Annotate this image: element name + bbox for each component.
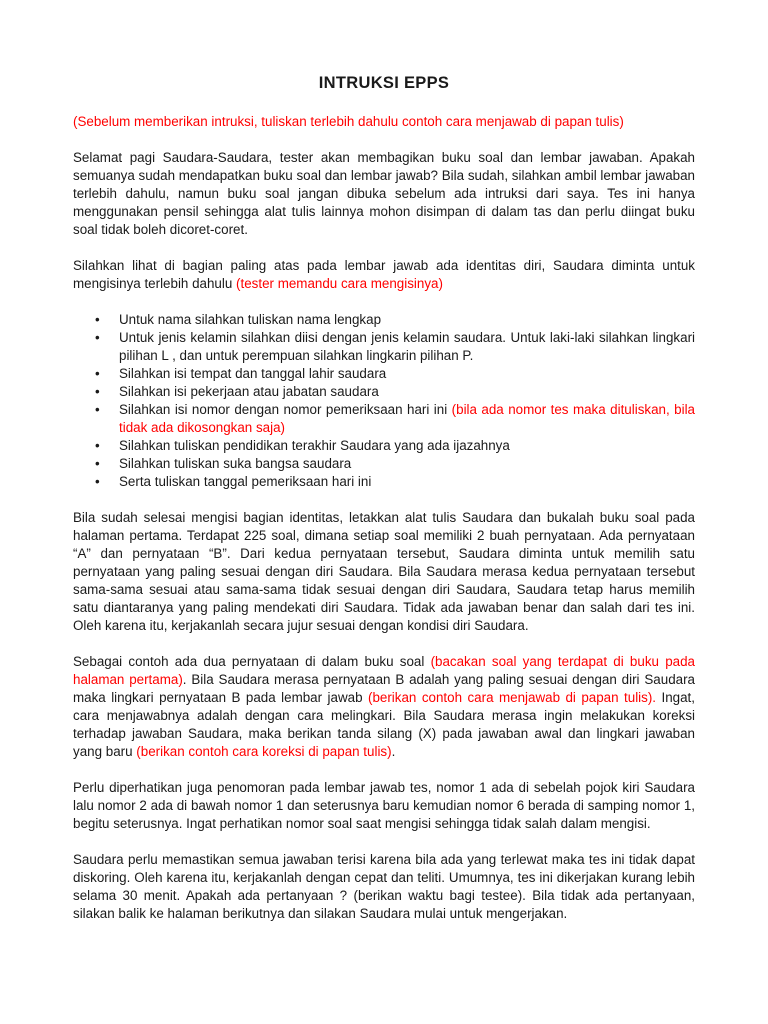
list-item-text: Silahkan isi nomor dengan nomor pemeriksaan hari ini (119, 402, 452, 417)
list-item (119, 455, 695, 473)
paragraph-numbering: Perlu diperhatikan juga penomoran pada lembar jawab tes, nomor 1 ada di sebelah pojok kiri Saudara lalu nomor 2 ada di bawah nomor 1 dan seterusnya baru kemudian nomor 6 berada di samping nomor 1, begitu seterusnya. Ingat perhatikan nomor soal saat mengisi sehingga tidak salah dalam mengisi. (73, 780, 695, 831)
example-note: (berikan contoh cara koreksi di papan tulis) (136, 744, 392, 759)
paragraph-identity (73, 257, 695, 293)
example-note: (berikan contoh cara menjawab di papan tulis). (367, 690, 657, 705)
list-item (119, 365, 695, 383)
identity-list (73, 311, 695, 491)
list-item (119, 383, 695, 401)
list-item-text: Serta tuliskan tanggal pemeriksaan hari ini (119, 474, 372, 489)
list-item (119, 473, 695, 491)
example-note: (bacakan soal yang terdapat di buku pada halaman pertama) (73, 654, 695, 687)
list-item (119, 401, 695, 437)
list-item (119, 329, 695, 365)
list-item-note: (bila ada nomor tes maka dituliskan, bila tidak ada dikosongkan saja) (119, 402, 695, 435)
list-item-text: Untuk jenis kelamin silahkan diisi dengan jenis kelamin saudara. Untuk laki-laki silahkan lingkari pilihan L , dan untuk perempuan silahkan lingkarin pilihan P. (119, 330, 695, 363)
example-text: . (391, 744, 396, 759)
paragraph-identity-text: Silahkan lihat di bagian paling atas pada lembar jawab ada identitas diri, Saudara diminta untuk mengisinya terlebih dahulu (73, 258, 695, 291)
paragraph-greeting: Selamat pagi Saudara-Saudara, tester akan membagikan buku soal dan lembar jawaban. Apakah semuanya sudah mendapatkan buku soal dan lembar jawab? Bila sudah, silahkan ambil lembar jawaban terlebih dahulu, namun buku soal jangan dibuka sebelum ada intruksi dari saya. Tes ini hanya menggunakan pensil sehingga alat tulis lainnya mohon disimpan di dalam tas dan perlu diingat buku soal tidak boleh dicoret-coret. (73, 150, 695, 237)
paragraph-example (73, 653, 695, 761)
list-item-text: Untuk nama silahkan tuliskan nama lengkap (119, 312, 382, 327)
list-item-text: Silahkan tuliskan suka bangsa saudara (119, 456, 352, 471)
paragraph-identity-note: (tester memandu cara mengisinya) (236, 276, 443, 291)
example-text: Sebagai contoh ada dua pernyataan di dalam buku soal (73, 654, 431, 669)
list-item-text: Silahkan isi tempat dan tanggal lahir saudara (119, 366, 387, 381)
instruction-note: (Sebelum memberikan intruksi, tuliskan terlebih dahulu contoh cara menjawab di papan tulis) (73, 114, 624, 129)
paragraph-test-instructions: Bila sudah selesai mengisi bagian identitas, letakkan alat tulis Saudara dan bukalah buku soal pada halaman pertama. Terdapat 225 soal, dimana setiap soal memiliki 2 buah pernyataan. Ada pernyataan “A” dan pernyataan “B”. Dari kedua pernyataan tersebut, Saudara diminta untuk memilih satu pernyataan yang paling sesuai dengan diri Saudara. Bila Saudara merasa kedua pernyataan tersebut sama-sama sesuai atau sama-sama tidak sesuai dengan diri Saudara, Saudara tetap harus memilih satu diantaranya yang paling mendekati diri Saudara. Tidak ada jawaban benar dan salah dari tes ini. Oleh karena itu, kerjakanlah secara jujur sesuai dengan kondisi diri Saudara. (73, 510, 695, 633)
example-text: Ingat, cara menjawabnya adalah dengan cara melingkari. Bila Saudara merasa ingin melakukan koreksi terhadap jawaban Saudara, maka berikan tanda silang (X) pada jawaban awal dan lingkari jawaban yang baru (73, 690, 695, 759)
document-title: INTRUKSI EPPS (318, 74, 450, 92)
list-item-text: Silahkan isi pekerjaan atau jabatan saudara (119, 384, 379, 399)
example-text: . Bila Saudara merasa pernyataan B adalah yang paling sesuai dengan diri Saudara maka lingkari pernyataan B pada lembar jawab (73, 672, 695, 705)
paragraph-closing: Saudara perlu memastikan semua jawaban terisi karena bila ada yang terlewat maka tes ini tidak dapat diskoring. Oleh karena itu, kerjakanlah dengan cepat dan teliti. Umumnya, tes ini dikerjakan kurang lebih selama 30 menit. Apakah ada pertanyaan ? (berikan waktu bagi testee). Bila tidak ada pertanyaan, silakan balik ke halaman berikutnya dan silakan Saudara mulai untuk mengerjakan. (73, 852, 695, 921)
list-item-text: Silahkan tuliskan pendidikan terakhir Saudara yang ada ijazahnya (119, 438, 510, 453)
list-item (119, 311, 695, 329)
list-item (119, 437, 695, 455)
